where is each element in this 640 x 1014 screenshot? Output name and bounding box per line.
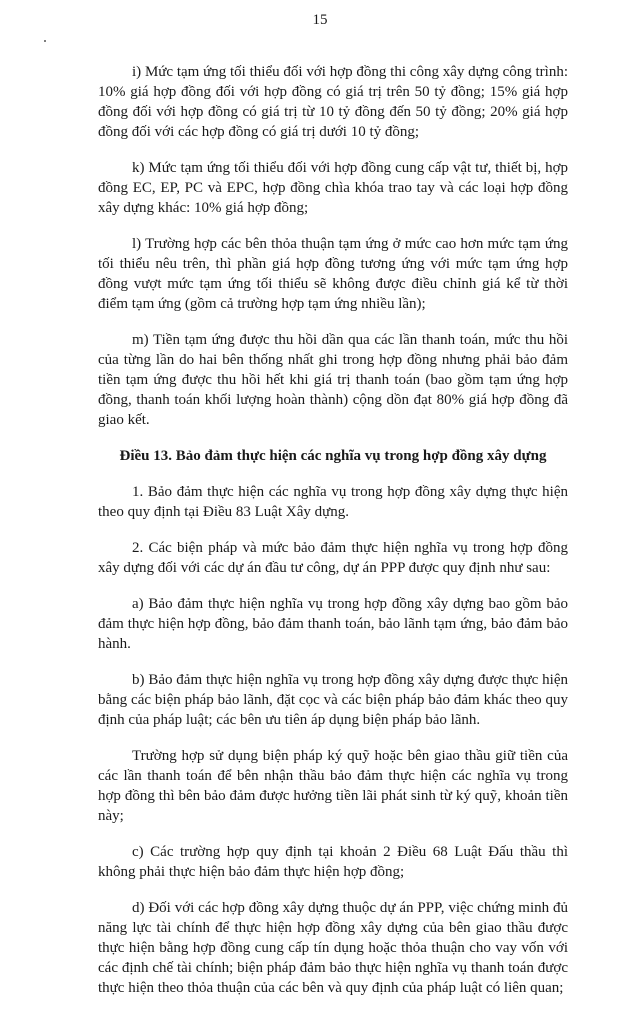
clause-2d: d) Đối với các hợp đồng xây dựng thuộc dự án PPP, việc chứng minh đủ năng lực tài chính để thực hiện hợp đồng xây dựng của bên giao thầu được thực hiện bằng hợp đồng cung cấp tín dụng hoặc thỏa thuận cho vay vốn với các định chế tài chính; biện pháp đảm bảo thực hiện nghĩa vụ thanh toán được thực hiện theo thỏa thuận của các bên và quy định của pháp luật có liên quan; [98, 900, 568, 996]
clause-2b-deposit: Trường hợp sử dụng biện pháp ký quỹ hoặc bên giao thầu giữ tiền của các lần thanh toán để bên nhận thầu bảo đảm thực hiện các nghĩa vụ trong hợp đồng thì bên bảo đảm được hưởng tiền lãi phát sinh từ ký quỹ, khoản tiền này; [98, 748, 568, 824]
paragraph-k: k) Mức tạm ứng tối thiểu đối với hợp đồng cung cấp vật tư, thiết bị, hợp đồng EC, EP, PC và EPC, hợp đồng chìa khóa trao tay và các loại hợp đồng xây dựng khác: 10% giá hợp đồng; [98, 160, 568, 216]
clause-1: 1. Bảo đảm thực hiện các nghĩa vụ trong hợp đồng xây dựng thực hiện theo quy định tại Điều 83 Luật Xây dựng. [98, 484, 568, 520]
clause-2b: b) Bảo đảm thực hiện nghĩa vụ trong hợp đồng xây dựng được thực hiện bằng các biện pháp bảo lãnh, đặt cọc và các biện pháp bảo đảm khác theo quy định của pháp luật; các bên ưu tiên áp dụng biện pháp bảo lãnh. [98, 672, 568, 728]
paragraph-m: m) Tiền tạm ứng được thu hồi dần qua các lần thanh toán, mức thu hồi của từng lần do hai bên thống nhất ghi trong hợp đồng nhưng phải bảo đảm tiền tạm ứng được thu hồi hết khi giá trị thanh toán (bao gồm tạm ứng hợp đồng, thanh toán khối lượng hoàn thành) cộng dồn đạt 80% giá hợp đồng đã giao kết. [98, 332, 568, 428]
clause-2: 2. Các biện pháp và mức bảo đảm thực hiện nghĩa vụ trong hợp đồng xây dựng đối với các dự án đầu tư công, dự án PPP được quy định như sau: [98, 540, 568, 576]
scan-speck [44, 40, 46, 42]
clause-2a: a) Bảo đảm thực hiện nghĩa vụ trong hợp đồng xây dựng bao gồm bảo đảm thực hiện hợp đồng, bảo đảm thanh toán, bảo lãnh tạm ứng, bảo đảm bảo hành. [98, 596, 568, 652]
article-13-heading: Điều 13. Bảo đảm thực hiện các nghĩa vụ trong hợp đồng xây dựng [119, 448, 547, 464]
page-number: 15 [312, 12, 328, 28]
paragraph-l: l) Trường hợp các bên thỏa thuận tạm ứng ở mức cao hơn mức tạm ứng tối thiểu nêu trên, thì phần giá hợp đồng tương ứng với mức tạm ứng hợp đồng vượt mức tạm ứng tối thiểu sẽ không được điều chỉnh giá kể từ thời điểm tạm ứng (gồm cả trường hợp tạm ứng nhiều lần); [98, 236, 568, 312]
document-body [98, 62, 568, 1014]
paragraph-i: i) Mức tạm ứng tối thiểu đối với hợp đồng thi công xây dựng công trình: 10% giá hợp đồng đối với hợp đồng có giá trị trên 50 tỷ đồng; 15% giá hợp đồng đối với hợp đồng có giá trị từ 10 tỷ đồng đến 50 tỷ đồng; 20% giá hợp đồng đối với các hợp đồng có giá trị dưới 10 tỷ đồng; [98, 64, 568, 140]
clause-2c: c) Các trường hợp quy định tại khoản 2 Điều 68 Luật Đấu thầu thì không phải thực hiện bảo đảm thực hiện hợp đồng; [98, 844, 568, 880]
